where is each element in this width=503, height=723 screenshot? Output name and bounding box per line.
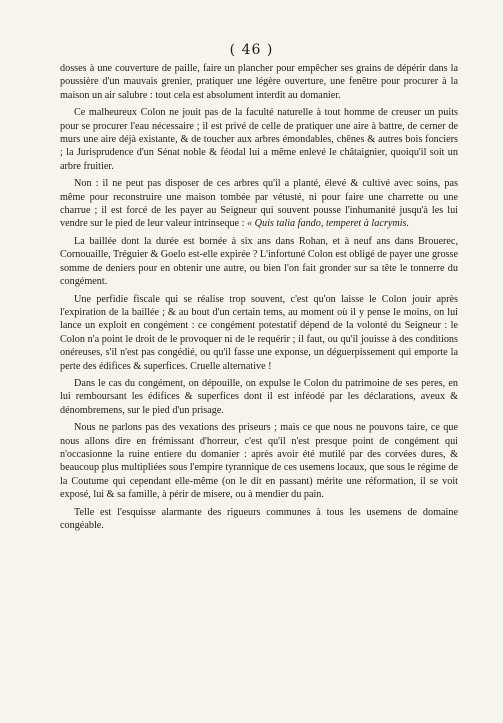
paragraph-4: La baillée dont la durée est bornée à six ans dans Rohan, et à neuf ans dans Brouerec, Cornouaille, Tréguier & Goelo est-elle expirée ? L'infortuné Colon est obligé de payer une grosse somme de deniers pour en obtenir une autre, ou bien l'on fait gronder sur sa tête le tonnerre du congément. (60, 235, 458, 288)
paragraph-3-text: Non : il ne peut pas disposer de ces arbres qu'il a planté, élevé & cultivé avec soins, pas même pour reconstruire une maison tombée par vétusté, ni pour faire une charrette ou une charrue ; il est forcé de les payer au Seigneur qui souvent pousse l'inhumanité jusqu'à les lui vendre sur le pied de leur valeur intrinseque : (60, 178, 458, 230)
paragraph-1: dosses à une couverture de paille, faire un plancher pour empêcher ses grains de dépérir dans la poussière d'un mauvais grenier, pratiquer une légère ouverture, une fenêtre pour procurer à la maison un air salubre : tout cela est absolument interdit au domanier. (60, 63, 458, 101)
paragraph-7: Nous ne parlons pas des vexations des priseurs ; mais ce que nous ne pouvons taire, ce que nous allons dire en frémissant d'horreur, c'est qu'il n'est presque point de congément qui n'occasionne la ruine entiere du domanier : après avoir été mutilé par des corvées dures, & beaucoup plus multipliées sous l'empire tyrannique de ces usemens locaux, que sous le régime de la Coutume qui cependant elle-même (on le dit en passant) mérite une réformation, il se voit exposé, lui & sa famille, à périr de misere, ou à mendier du pain. (60, 422, 458, 501)
page-number: ( 46 ) (229, 42, 274, 58)
paragraph-8: Telle est l'esquisse alarmante des rigueurs communes à tous les usemens de domaine congéable. (60, 506, 458, 531)
paragraph-3 (60, 177, 458, 231)
latin-quotation: « Quis talia fando, temperet à lacrymis. (247, 218, 410, 230)
paragraph-2: Ce malheureux Colon ne jouit pas de la faculté naturelle à tout homme de creuser un puits pour se procurer l'eau nécessaire ; il est privé de celle de pratiquer une aire à battre, de cerner de murs une aire déjà existante, & de toucher aux arbres émondables, chênes & autres bois fonciers ; la Jurisprudence d'un Sénat noble & féodal lui a même enlevé le châtaignier, quoiqu'il soit un arbre fruitier. (60, 107, 458, 172)
paragraph-5: Une perfidie fiscale qui se réalise trop souvent, c'est qu'on laisse le Colon jouir après l'expiration de la baillée ; & au bout d'un certain tems, au moment où il y pense le moins, on lui lance un exploit en congément : ce congément potestatif dépend de la volonté du Seigneur : le Colon n'a point le droit de le provoquer ni de le requérir ; il faut, ou qu'il jouisse à des conditions onéreuses, s'il n'est pas congédié, ou qu'il fasse une exponse, un déguerpissement qui emporte la perte des édifices & superfices. Cruelle alternative ! (60, 293, 458, 372)
body-text (60, 62, 458, 536)
paragraph-6: Dans le cas du congément, on dépouille, on expulse le Colon du patrimoine de ses peres, en lui remboursant les édifices & superfices dont il est inféodé par les déclarations, aveux & dénombremens, sur le pied d'un prisage. (60, 377, 458, 416)
